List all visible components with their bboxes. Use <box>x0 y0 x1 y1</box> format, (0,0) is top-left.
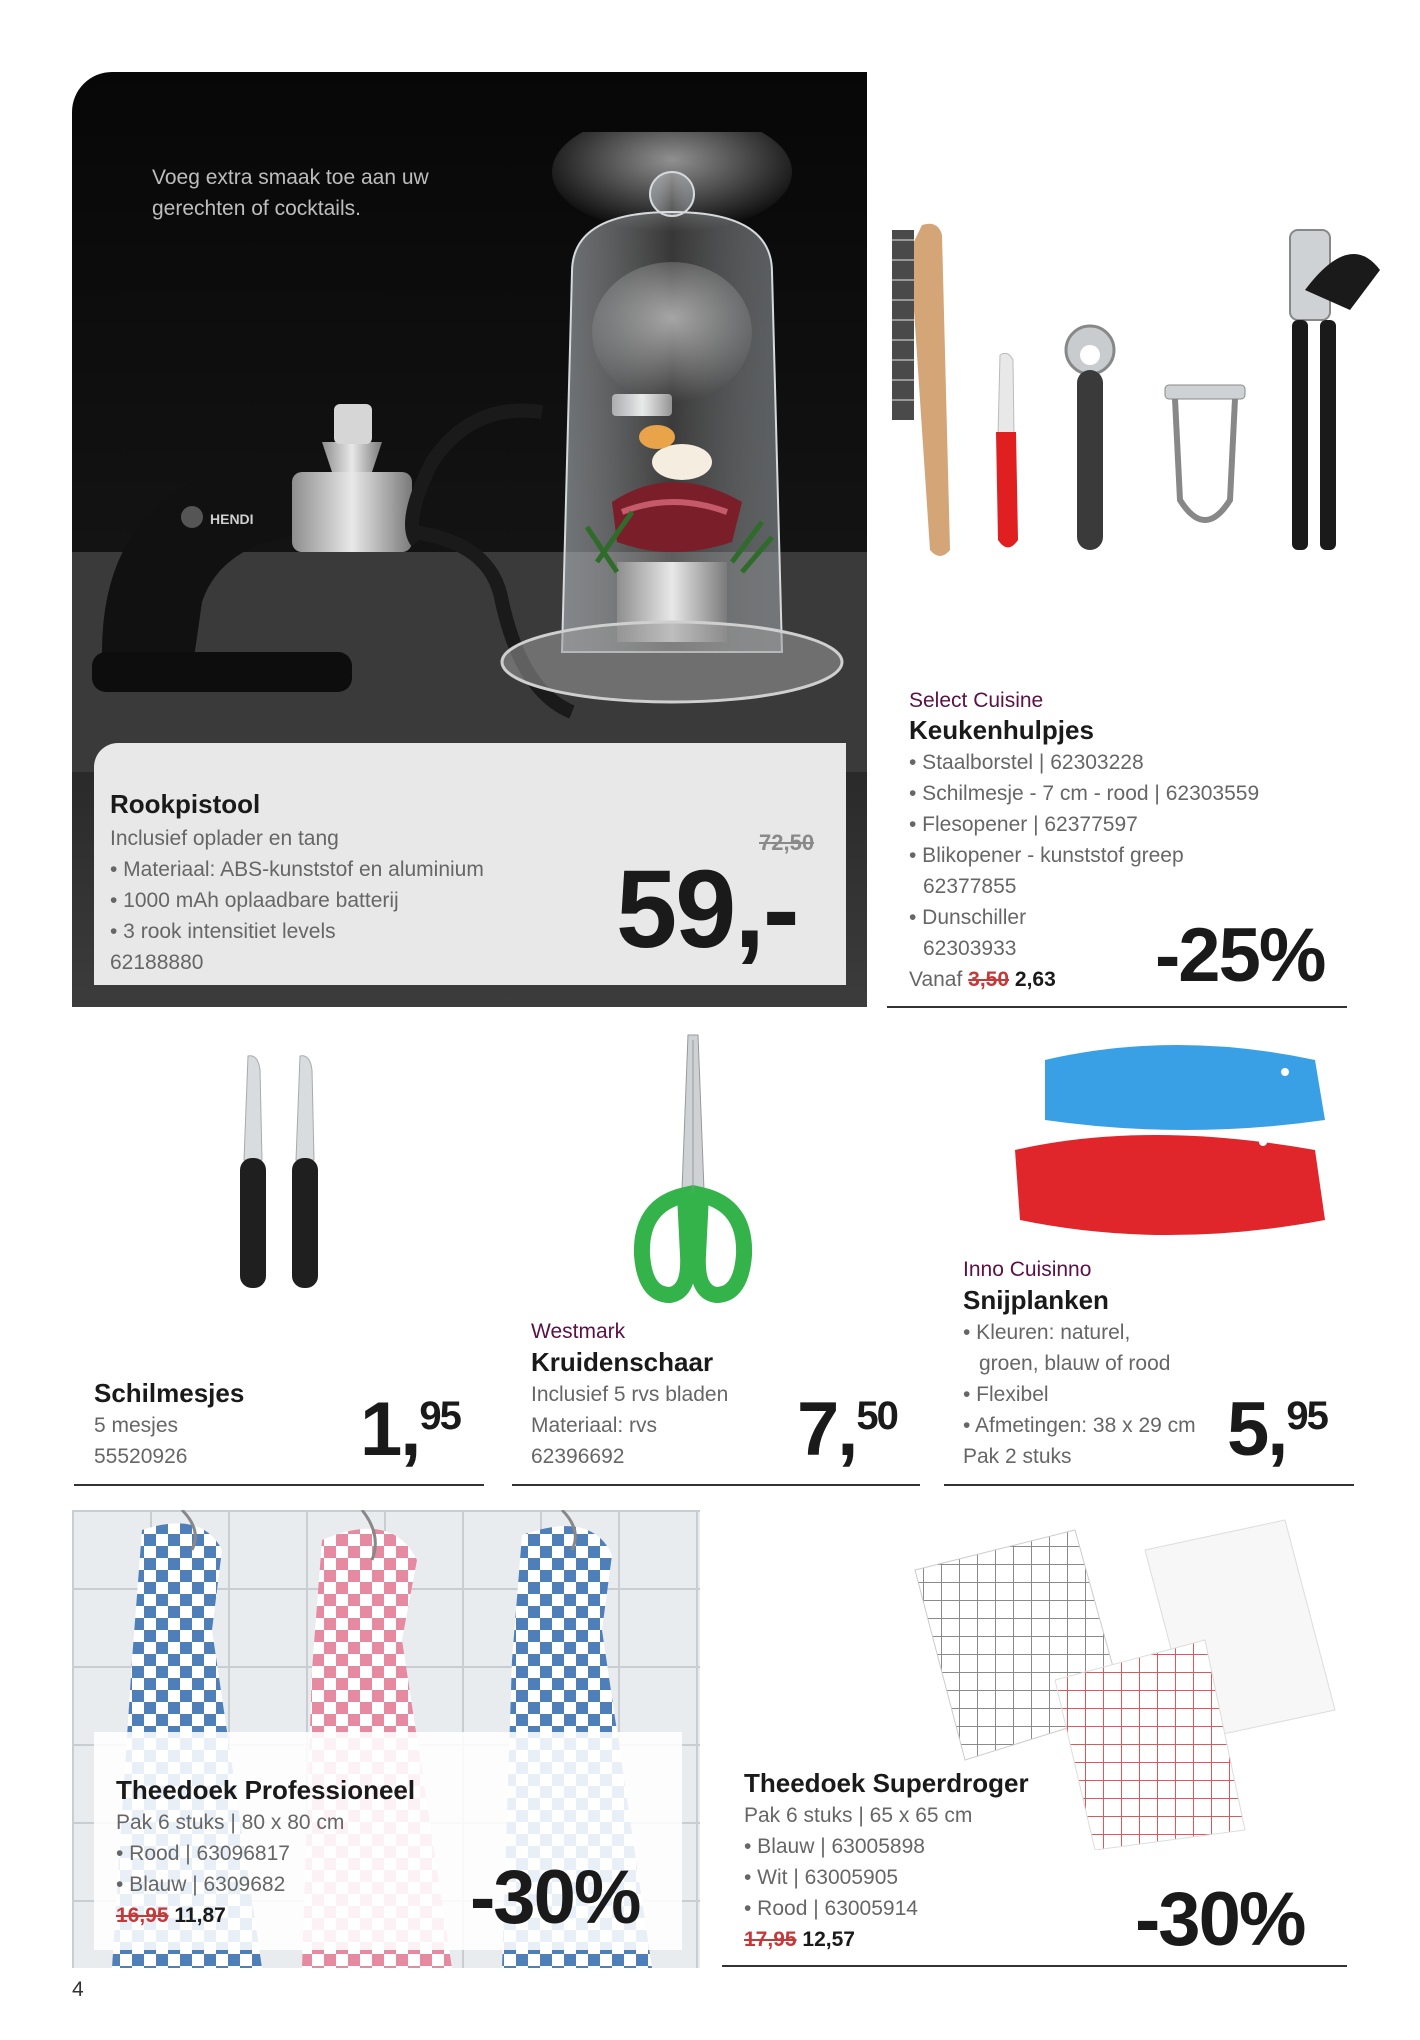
kruidenschaar-title: Kruidenschaar <box>531 1347 714 1377</box>
snijplanken-line-3: • Flexibel <box>963 1383 1049 1406</box>
schilmesje-icon <box>996 353 1018 547</box>
page-number: 4 <box>72 1978 84 2001</box>
schilmesjes-rule <box>74 1484 484 1486</box>
kruidenschaar-details <box>531 1379 728 1472</box>
hero-tagline-line2: gerechten of cocktails. <box>152 197 361 220</box>
rookpistool-price: 59,- <box>616 848 798 971</box>
theedoek-superdroger-new-price: 12,57 <box>802 1928 855 1951</box>
schilmesjes-price-int: 1, <box>360 1387 420 1472</box>
snijplanken-price-dec: 95 <box>1286 1394 1327 1438</box>
keukenhulpjes-rule <box>887 1006 1347 1008</box>
theedoek-professioneel-discount: -30% <box>470 1855 640 1940</box>
schilmesjes-details <box>94 1410 187 1472</box>
kruidenschaar-price <box>797 1387 897 1472</box>
keukenhulpjes-discount: -25% <box>1155 913 1325 998</box>
snijplanken-price-int: 5, <box>1227 1387 1287 1472</box>
snijplanken-rule <box>944 1484 1354 1486</box>
blikopener-icon <box>1290 230 1380 550</box>
rookpistool-title: Rookpistool <box>110 789 261 819</box>
keukenhulpjes-title: Keukenhulpjes <box>909 715 1094 745</box>
rookpistool-subtitle: Inclusief oplader en tang <box>110 827 339 850</box>
kruidenschaar-illustration <box>630 1030 760 1305</box>
smoking-gun-illustration <box>72 132 867 772</box>
keukenhulpjes-line-7: 62303933 <box>923 937 1017 960</box>
theedoek-superdroger-line-4: • Rood | 63005914 <box>744 1897 918 1920</box>
schilmesjes-line-1: 5 mesjes <box>94 1414 179 1437</box>
kruidenschaar-line-3: 62396692 <box>531 1445 625 1468</box>
snijplanken-line-5: Pak 2 stuks <box>963 1445 1072 1468</box>
keukenhulpjes-line-3: • Flesopener | 62377597 <box>909 813 1138 836</box>
rookpistool-info-card <box>94 743 846 985</box>
kruidenschaar-line-2: Materiaal: rvs <box>531 1414 658 1437</box>
theedoek-professioneel-line-3: • Blauw | 6309682 <box>116 1873 286 1896</box>
theedoek-professioneel-old-price: 16,95 <box>116 1904 169 1927</box>
schilmesjes-price <box>360 1387 460 1472</box>
hendi-logo-text: HENDI <box>210 511 254 527</box>
snijplanken-line-4: • Afmetingen: 38 x 29 cm <box>963 1414 1196 1437</box>
keukenhulpjes-line-6: • Dunschiller <box>909 906 1027 929</box>
kruidenschaar-brand: Westmark <box>531 1320 626 1343</box>
rookpistool-bullet-3: • 3 rook intensitiet levels <box>110 920 336 943</box>
theedoek-superdroger-details <box>744 1800 972 1955</box>
theedoek-superdroger-line-1: Pak 6 stuks | 65 x 65 cm <box>744 1804 973 1827</box>
keukenhulpjes-new-price: 2,63 <box>1014 968 1056 991</box>
theedoek-professioneel-title: Theedoek Professioneel <box>116 1775 416 1805</box>
rookpistool-details <box>110 823 484 978</box>
flesopener-icon <box>1066 326 1114 550</box>
schilmesjes-title: Schilmesjes <box>94 1378 245 1408</box>
snijplanken-price <box>1227 1387 1327 1472</box>
theedoek-professioneel-details <box>116 1807 344 1931</box>
theedoek-superdroger-line-3: • Wit | 63005905 <box>744 1866 899 1889</box>
snijplanken-details <box>963 1317 1196 1472</box>
snijplanken-illustration <box>1005 1030 1335 1250</box>
rookpistool-sku: 62188880 <box>110 951 204 974</box>
keukenhulpjes-line-4: • Blikopener - kunststof greep <box>909 844 1184 867</box>
keukenhulpjes-line-5: 62377855 <box>923 875 1017 898</box>
kruidenschaar-price-dec: 50 <box>856 1394 897 1438</box>
kruidenschaar-price-int: 7, <box>797 1387 857 1472</box>
theedoek-professioneel-new-price: 11,87 <box>174 1904 226 1927</box>
theedoek-superdroger-title: Theedoek Superdroger <box>744 1768 1029 1798</box>
theedoek-superdroger-old-price: 17,95 <box>744 1928 797 1951</box>
dunschiller-icon <box>1165 385 1245 520</box>
keukenhulpjes-old-price: 3,50 <box>968 968 1010 991</box>
theedoek-superdroger-illustration <box>905 1510 1345 1850</box>
theedoek-superdroger-price-row <box>744 1924 972 1955</box>
theedoek-professioneel-price-row <box>116 1900 344 1931</box>
keukenhulpjes-illustration <box>880 210 1380 560</box>
rookpistool-old-price: 72,50 <box>759 830 815 855</box>
snijplanken-title: Snijplanken <box>963 1285 1109 1315</box>
snijplanken-brand: Inno Cuisinno <box>963 1258 1092 1281</box>
kruidenschaar-line-1: Inclusief 5 rvs bladen <box>531 1383 729 1406</box>
keukenhulpjes-brand: Select Cuisine <box>909 689 1044 712</box>
schilmesjes-line-2: 55520926 <box>94 1445 188 1468</box>
theedoek-superdroger-line-2: • Blauw | 63005898 <box>744 1835 925 1858</box>
rookpistool-bullet-2: • 1000 mAh oplaadbare batterij <box>110 889 399 912</box>
snijplanken-line-2: groen, blauw of rood <box>979 1352 1171 1375</box>
schilmesjes-price-dec: 95 <box>419 1394 460 1438</box>
kruidenschaar-rule <box>512 1484 920 1486</box>
theedoek-professioneel-line-1: Pak 6 stuks | 80 x 80 cm <box>116 1811 345 1834</box>
schilmesjes-illustration <box>230 1050 340 1300</box>
theedoek-professioneel-line-2: • Rood | 63096817 <box>116 1842 290 1865</box>
keukenhulpjes-from-label: Vanaf <box>909 968 963 991</box>
rookpistool-bullet-1: • Materiaal: ABS-kunststof en aluminium <box>110 858 484 881</box>
keukenhulpjes-line-1: • Staalborstel | 62303228 <box>909 751 1144 774</box>
theedoek-superdroger-discount: -30% <box>1135 1877 1305 1962</box>
hero-tagline-line1: Voeg extra smaak toe aan uw <box>152 166 429 189</box>
theedoek-superdroger-rule <box>722 1965 1347 1967</box>
keukenhulpjes-line-2: • Schilmesje - 7 cm - rood | 62303559 <box>909 782 1260 805</box>
staalborstel-icon <box>892 224 950 556</box>
snijplanken-line-1: • Kleuren: naturel, <box>963 1321 1131 1344</box>
